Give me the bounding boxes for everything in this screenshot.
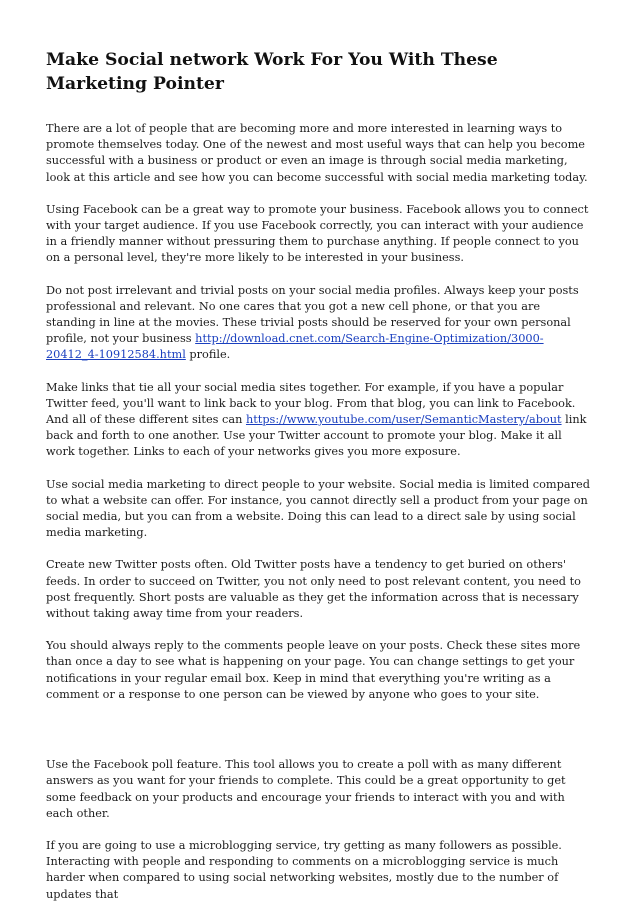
paragraph-text: profile. [185, 348, 231, 362]
paragraph-text: Do not post irrelevant and trivial posts on your social media profiles. Always keep your posts professional and relevant. No one cares that you got a new cell phone, or that you are standing in line at the movies. These trivial posts should be reserved for your own personal profile, not your business [46, 283, 579, 346]
paragraph-text: Make links that tie all your social media sites together. For example, if you have a popular Twitter feed, you'll want to link back to your blog. From that blog, you can link to Facebook. And all of these different sites can [46, 380, 576, 427]
paragraph-facebook: Using Facebook can be a great way to promote your business. Facebook allows you to connect with your target audience. If you use Facebook correctly, you can interact with your audience in a friendly manner without pressuring them to purchase anything. If people connect to you on a personal level, they're more likely to be interested in your business. [46, 202, 589, 265]
paragraph-twitter: Create new Twitter posts often. Old Twitter posts have a tendency to get buried on others' feeds. In order to succeed on Twitter, you not only need to post relevant content, you need to post frequently. Short posts are valuable as they get the information across that is necessary without taking away time from your readers. [46, 558, 581, 621]
paragraph-irrelevant-posts [46, 283, 592, 364]
paragraph-links [46, 380, 592, 461]
paragraph-microblogging: If you are going to use a microblogging service, try getting as many followers as possible. Interacting with people and responding to comments on a microblogging service is much harder when compared to using social networking websites, mostly due to the number of updates that [46, 838, 562, 901]
spacer [46, 719, 592, 757]
youtube-link[interactable]: https://www.youtube.com/user/SemanticMastery/about [245, 413, 562, 427]
page-title: Make Social network Work For You With These Marketing Pointer [46, 50, 498, 94]
paragraph-intro: There are a lot of people that are becoming more and more interested in learning ways to promote themselves today. One of the newest and most useful ways that can help you become successful with a business or product or even an image is through social media marketing, look at this article and see how you can become successful with social media marketing today. [46, 122, 588, 184]
cnet-link[interactable]: http://download.cnet.com/Search-Engine-Optimization/3000-20412_4-10912584.html [46, 332, 544, 362]
paragraph-comments: You should always reply to the comments people leave on your posts. Check these sites more than once a day to see what is happening on your page. You can change settings to get your notifications in your regular email box. Keep in mind that everything you're writing as a comment or a response to one person can be viewed by anyone who goes to your site. [46, 639, 581, 701]
paragraph-text: link back and forth to one another. Use your Twitter account to promote your blog. Make it all work together. Links to each of your networks gives you more exposure. [46, 413, 587, 459]
paragraph-website: Use social media marketing to direct people to your website. Social media is limited compared to what a website can offer. For instance, you cannot directly sell a product from your page on social media, but you can from a website. Doing this can lead to a direct sale by using social media marketing. [46, 477, 590, 540]
paragraph-poll: Use the Facebook poll feature. This tool allows you to create a poll with as many different answers as you want for your friends to complete. This could be a great opportunity to get some feedback on your products and encourage your friends to interact with you and with each other. [46, 758, 566, 820]
